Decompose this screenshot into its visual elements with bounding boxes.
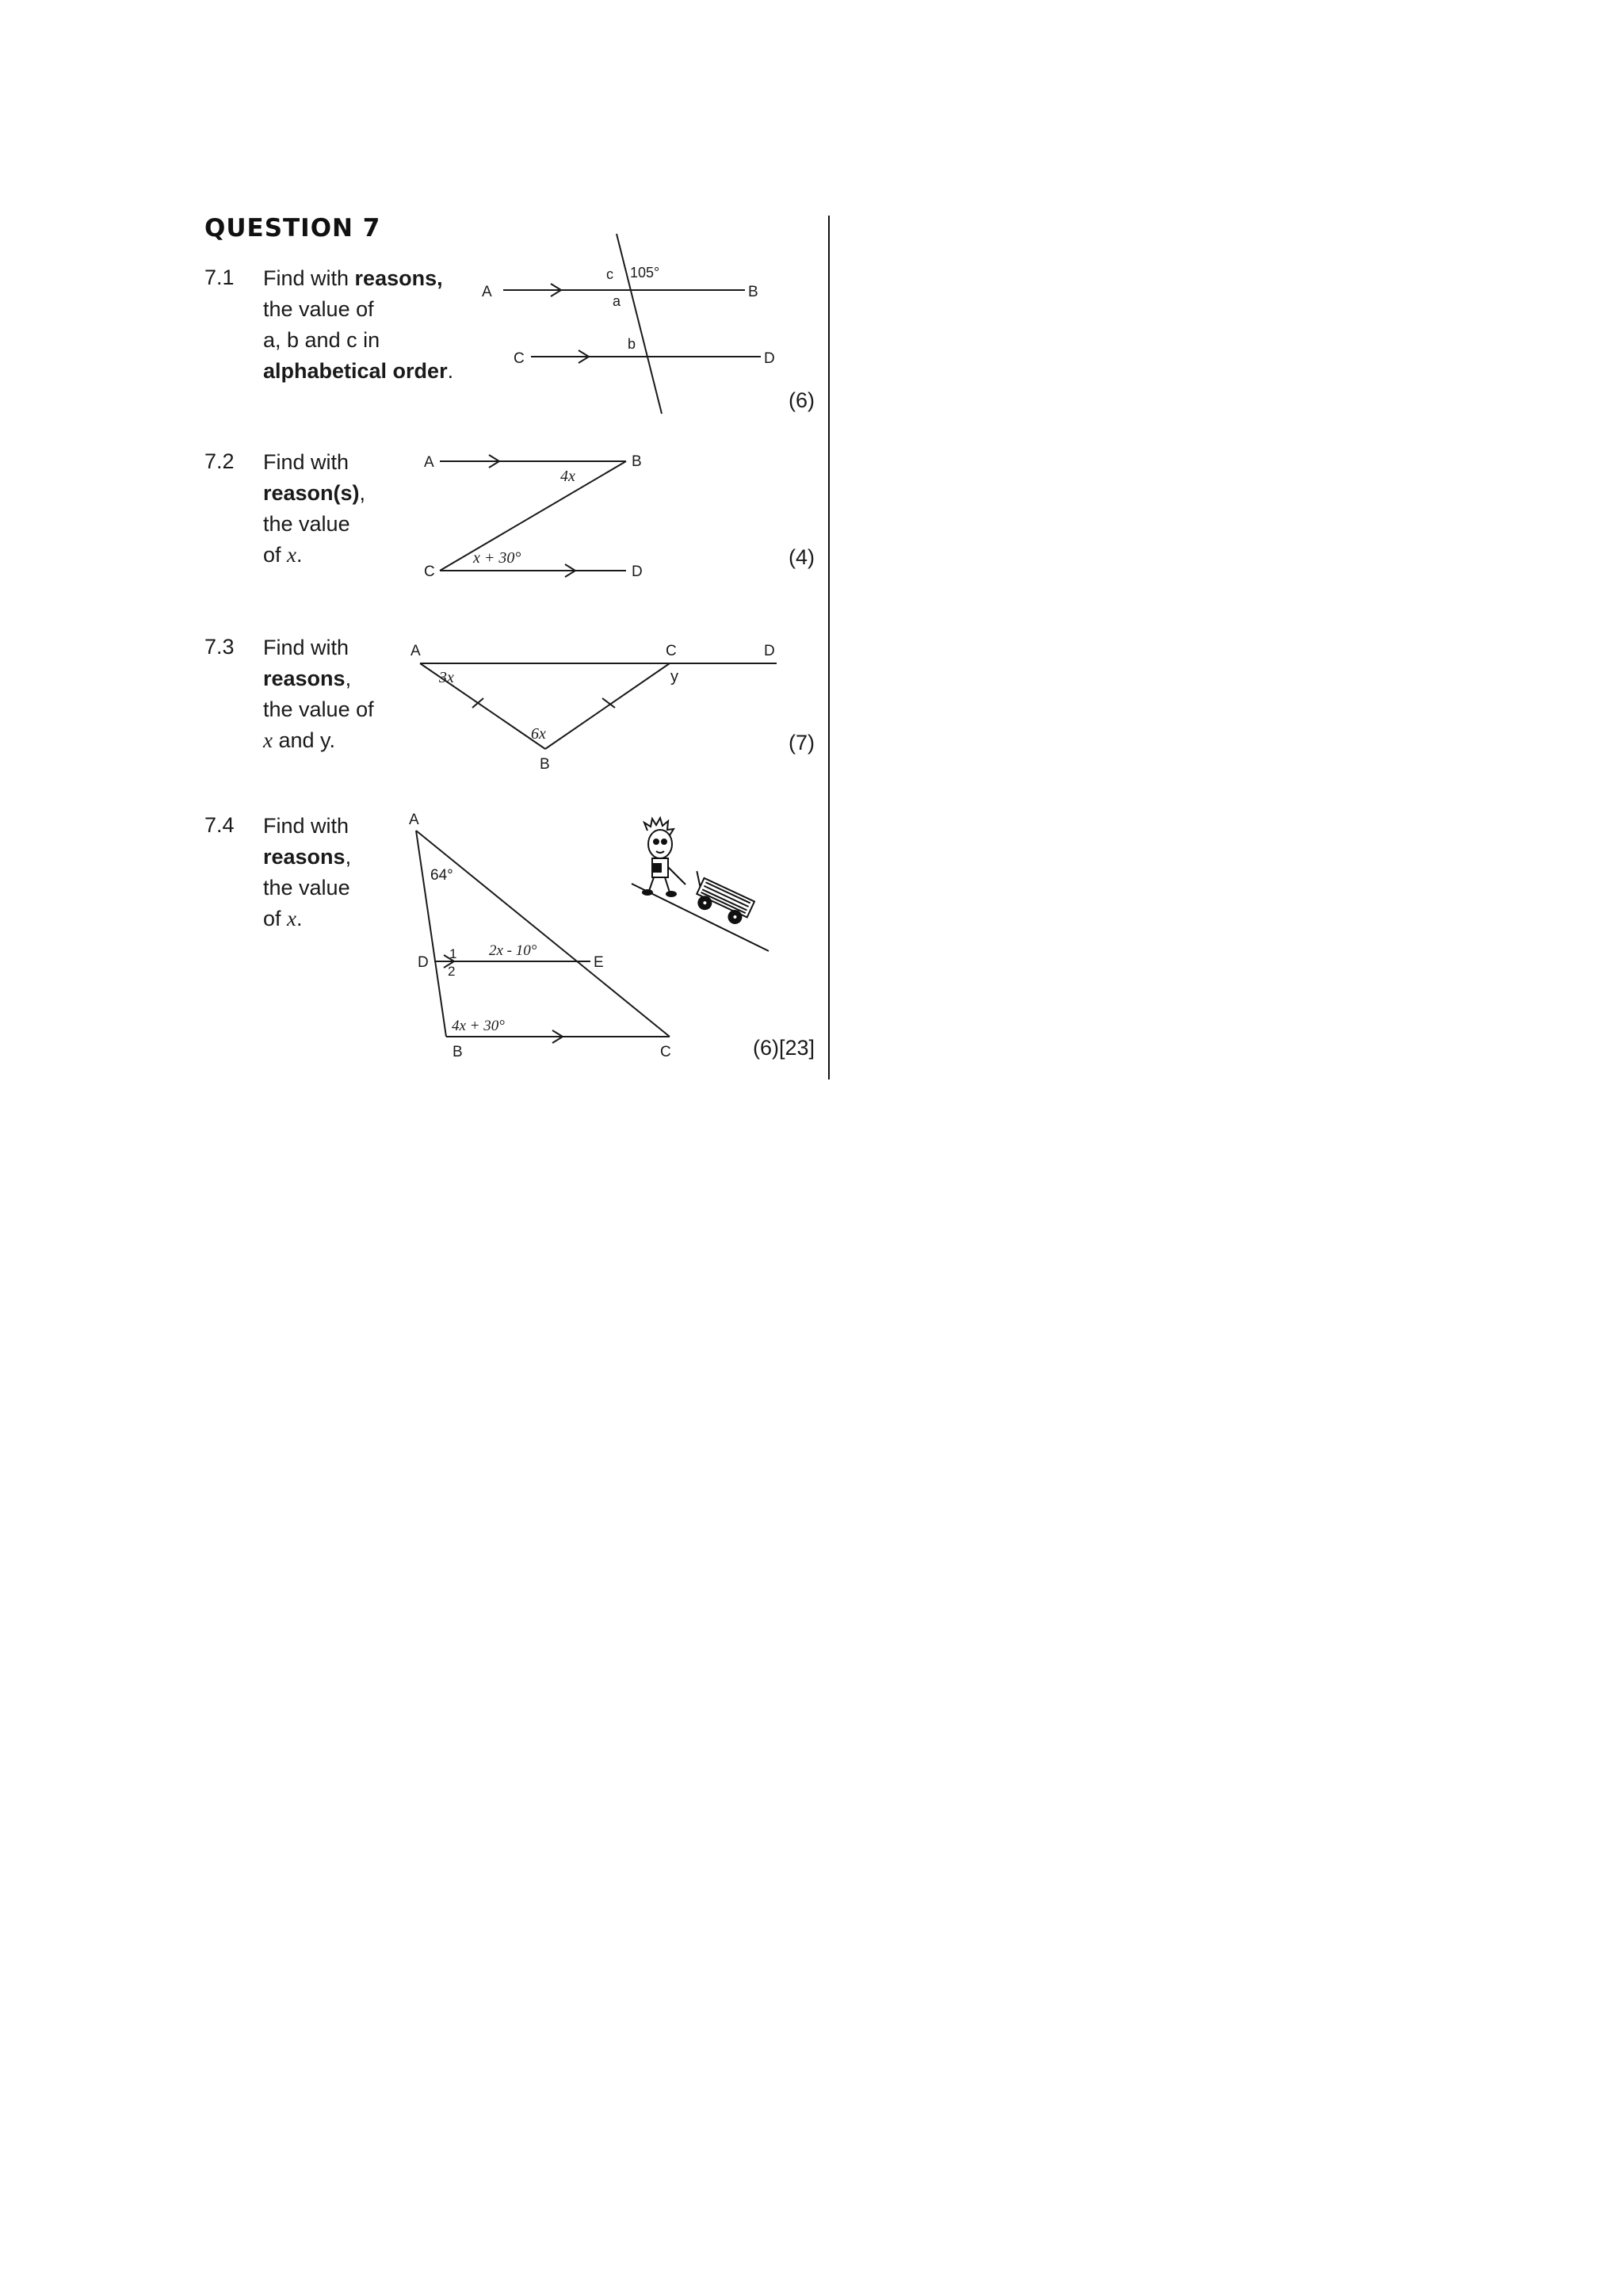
q72-label-a-point: A bbox=[424, 454, 434, 471]
q73-marks: (7) bbox=[789, 731, 815, 755]
q71-diagram bbox=[475, 230, 808, 420]
q72-line1: Find with bbox=[263, 450, 349, 474]
q74-label-a-point: A bbox=[409, 812, 419, 828]
q72-marks: (4) bbox=[789, 545, 815, 569]
q71-label-d-point: D bbox=[764, 350, 775, 367]
q72-line2-bold: reason(s) bbox=[263, 481, 360, 505]
q72-label-b-point: B bbox=[632, 453, 642, 470]
q71-line2: the value of bbox=[263, 297, 374, 321]
q73-side-bc bbox=[545, 663, 670, 749]
q74-label-e-point: E bbox=[594, 954, 604, 971]
q74-line4-var: x bbox=[287, 907, 297, 930]
q73-line3: the value of bbox=[263, 697, 374, 721]
q73-diagram bbox=[404, 630, 800, 812]
q71-label-b-point: B bbox=[748, 284, 758, 300]
q72-angle-b: 4x bbox=[560, 468, 575, 485]
q74-label-c-point: C bbox=[660, 1044, 671, 1060]
q73-label-d-point: D bbox=[764, 643, 775, 659]
q72-line3: the value bbox=[263, 512, 350, 536]
q74-line2-post: , bbox=[345, 845, 352, 869]
q71-marks: (6) bbox=[789, 388, 815, 412]
boy-wagon-illustration bbox=[630, 808, 773, 951]
q71-text bbox=[263, 263, 453, 387]
q74-label-b-point: B bbox=[453, 1044, 463, 1060]
q74-angle-a: 64° bbox=[430, 867, 453, 884]
q73-label-a-point: A bbox=[411, 643, 421, 659]
q72-diagram bbox=[416, 444, 670, 586]
q73-line2-bold: reasons bbox=[263, 667, 346, 690]
q72-line2-post: , bbox=[359, 481, 366, 505]
q73-angle-a: 3x bbox=[439, 669, 454, 686]
q74-line4-pre: of bbox=[263, 907, 288, 930]
q72-line4-var: x bbox=[287, 543, 297, 567]
q74-side-ab bbox=[416, 831, 446, 1037]
q72-line4-pre: of bbox=[263, 543, 288, 567]
q71-label-c-point: C bbox=[514, 350, 525, 367]
q73-label-c-point: C bbox=[666, 643, 677, 659]
margin-divider bbox=[828, 216, 830, 1079]
q74-angle-d2: 2 bbox=[448, 964, 456, 979]
q71-line4-post: . bbox=[447, 359, 454, 383]
q72-label-c-point: C bbox=[424, 563, 435, 580]
q71-label-a-point: A bbox=[482, 284, 492, 300]
q71-angle-c: c bbox=[606, 266, 613, 282]
q74-angle-b: 4x + 30° bbox=[452, 1018, 505, 1034]
q73-line1: Find with bbox=[263, 636, 349, 659]
q71-line4-bold: alphabetical order bbox=[263, 359, 448, 383]
q73-line4-var: x bbox=[263, 728, 273, 752]
q74-angle-d1: 1 bbox=[449, 946, 457, 961]
q73-label-b-point: B bbox=[540, 756, 550, 773]
q74-line3: the value bbox=[263, 876, 350, 900]
q72-label-d-point: D bbox=[632, 563, 643, 580]
question-title: QUESTION 7 bbox=[204, 214, 381, 243]
q71-line1-bold: reasons, bbox=[354, 266, 443, 290]
q73-text bbox=[263, 632, 374, 756]
q71-angle-105: 105° bbox=[630, 265, 660, 281]
q74-line2-bold: reasons bbox=[263, 845, 346, 869]
q74-label-d-point: D bbox=[418, 954, 429, 971]
q72-text bbox=[263, 447, 365, 571]
q74-line1: Find with bbox=[263, 814, 349, 838]
q73-line4-post: and y. bbox=[272, 728, 336, 752]
q71-line3: a, b and c in bbox=[263, 328, 380, 352]
q72-line4-post: . bbox=[296, 543, 303, 567]
q74-marks-value: (6) bbox=[752, 1036, 779, 1060]
boy-figure bbox=[643, 818, 685, 896]
q71-angle-a: a bbox=[613, 293, 621, 309]
q71-transversal bbox=[617, 234, 662, 414]
q73-angle-c: y bbox=[670, 668, 678, 686]
q73-line2-post: , bbox=[345, 667, 352, 690]
q74-line4-post: . bbox=[296, 907, 303, 930]
wagon bbox=[683, 871, 755, 927]
q72-number: 7.2 bbox=[204, 449, 235, 473]
q74-number: 7.4 bbox=[204, 813, 235, 837]
q71-line1-pre: Find with bbox=[263, 266, 355, 290]
q74-angle-e: 2x - 10° bbox=[489, 942, 537, 959]
q72-line-bc bbox=[440, 461, 626, 571]
q73-number: 7.3 bbox=[204, 635, 235, 659]
q71-angle-b: b bbox=[628, 336, 636, 352]
q74-text bbox=[263, 811, 351, 934]
q71-number: 7.1 bbox=[204, 266, 235, 289]
q73-angle-b: 6x bbox=[531, 725, 546, 743]
q72-angle-c: x + 30° bbox=[473, 549, 521, 567]
question-total: [23] bbox=[778, 1036, 815, 1060]
